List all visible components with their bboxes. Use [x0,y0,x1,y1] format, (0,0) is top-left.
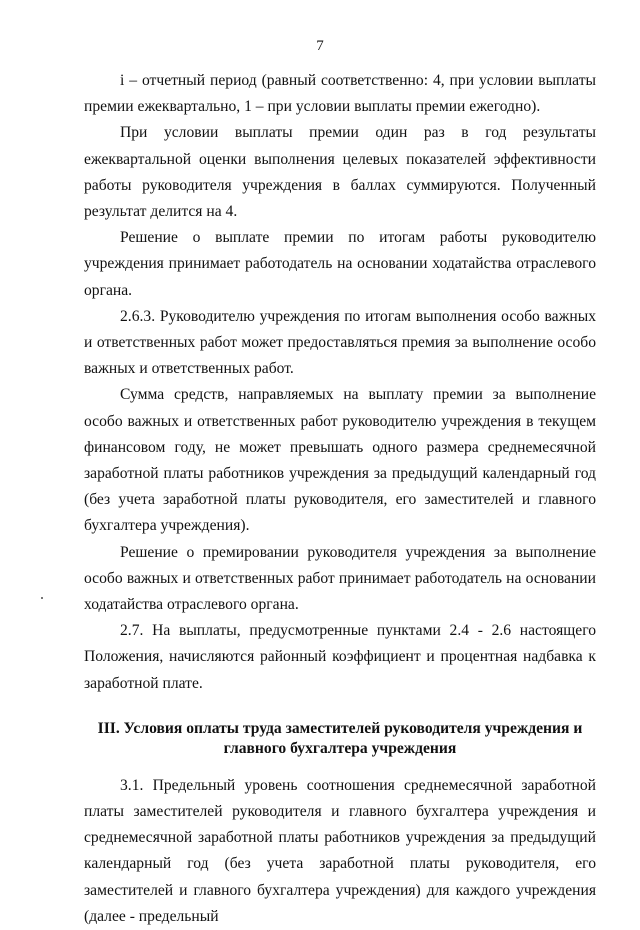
document-body [84,68,596,930]
paragraph-annual-bonus: При условии выплаты премии один раз в год результаты ежеквартальной оценки выполнения целевых показателей эффективности работы руководителя учреждения в баллах суммируются. Полученный результат делится на 4. [84,124,596,221]
paragraph-clause-3-1: 3.1. Предельный уровень соотношения среднемесячной заработной платы заместителей руководителя и главного бухгалтера учреждения и среднемесячной заработной платы работников учреждения за предыдущий календарный год (без учета заработной платы руководителя, его заместителей и главного бухгалтера учреждения) для каждого учреждения (далее - предельный [84,776,596,925]
paragraph-clause-2-7: 2.7. На выплаты, предусмотренные пунктами 2.4 - 2.6 настоящего Положения, начисляются районный коэффициент и процентная надбавка к заработной плате. [84,622,596,692]
paragraph-period-definition: i – отчетный период (равный соответственно: 4, при условии выплаты премии ежеквартально, 1 – при условии выплаты премии ежегодно). [84,72,596,116]
section-heading: III. Условия оплаты труда заместителей руководителя учреждения и главного бухгалтера учреждения [97,719,583,757]
scan-artifact-dot [41,597,43,599]
paragraph-bonus-decision: Решение о выплате премии по итогам работы руководителю учреждения принимает работодатель на основании ходатайства отраслевого органа. [84,229,596,299]
paragraph-clause-2-6-3: 2.6.3. Руководителю учреждения по итогам выполнения особо важных и ответственных работ может предоставляться премия за выполнение особо важных и ответственных работ. [84,307,596,378]
paragraph-award-decision: Решение о премировании руководителя учреждения за выполнение особо важных и ответственных работ принимает работодатель на основании ходатайства отраслевого органа. [84,543,596,614]
page-number: 7 [316,38,324,54]
paragraph-bonus-limit: Сумма средств, направляемых на выплату премии за выполнение особо важных и ответственных работ руководителю учреждения в текущем финансовом году, не может превышать одного размера среднемесячной заработной платы работников учреждения за предыдущий календарный год (без учета заработной платы руководителя, его заместителей и главного бухгалтера учреждения). [84,386,596,535]
